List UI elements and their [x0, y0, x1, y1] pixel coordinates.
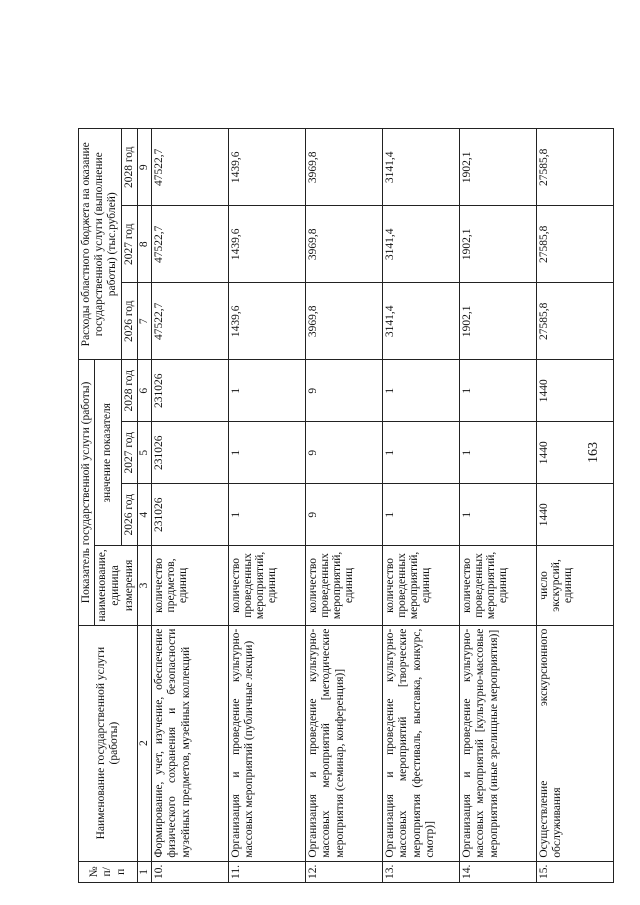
indicator-value-2027: 1	[228, 422, 305, 484]
expense-2028: 27585,8	[536, 129, 613, 206]
header-expenses-group: Расходы областного бюджета на оказание государственной услуги (выполнение работы) (тыс.рублей)	[79, 129, 122, 360]
header-year: 2028 год	[121, 360, 137, 422]
indicator-value-2027: 1	[382, 422, 459, 484]
column-number: 5	[137, 422, 151, 484]
table-row	[305, 129, 382, 883]
column-number: 1	[137, 861, 151, 882]
header-no: № п/п	[79, 861, 138, 882]
indicator-value-2028: 9	[305, 360, 382, 422]
row-number: 11.	[228, 861, 305, 882]
indicator-value-2026: 1	[228, 484, 305, 546]
service-name: Организация и проведение культурно-массовых мероприятий [методические мероприятия (семинар, конференция)]	[305, 625, 382, 861]
header-year: 2028 год	[121, 129, 137, 206]
indicator-name: количество проведенных мероприятий, единиц	[228, 546, 305, 625]
page-number: 163	[586, 442, 601, 463]
header-year: 2027 год	[121, 422, 137, 484]
column-number: 6	[137, 360, 151, 422]
indicator-name: количество проведенных мероприятий, единиц	[382, 546, 459, 625]
row-number: 12.	[305, 861, 382, 882]
service-name: Организация и проведение культурно-массовых мероприятий [культурно-массовые мероприятия (иные зрелищные мероприятия)]	[459, 625, 536, 861]
indicator-value-2027: 231026	[151, 422, 228, 484]
expense-2027: 1902,1	[459, 206, 536, 283]
service-name: Организация и проведение культурно-массовых мероприятий (публичные лекции)	[228, 625, 305, 861]
expense-2028: 3141,4	[382, 129, 459, 206]
column-number: 4	[137, 484, 151, 546]
service-name: Организация и проведение культурно-массовых мероприятий [творческие мероприятия (фестиваль, выставка, конкурс, смотр)]	[382, 625, 459, 861]
expense-2027: 27585,8	[536, 206, 613, 283]
expense-2026: 1439,6	[228, 283, 305, 360]
expense-2028: 3969,8	[305, 129, 382, 206]
services-table	[78, 128, 614, 883]
service-name: Осуществление экскурсионного обслуживания	[536, 625, 613, 861]
indicator-value-2027: 1	[459, 422, 536, 484]
header-year: 2026 год	[121, 283, 137, 360]
indicator-value-2028: 231026	[151, 360, 228, 422]
expense-2028: 1439,6	[228, 129, 305, 206]
column-number: 9	[137, 129, 151, 206]
header-indicator-value: значение показателя	[95, 360, 121, 546]
header-service-name: Наименование государственной услуги (работы)	[79, 625, 138, 861]
expense-2027: 1439,6	[228, 206, 305, 283]
header-year: 2026 год	[121, 484, 137, 546]
row-number: 15.	[536, 861, 613, 882]
table-row	[151, 129, 228, 883]
indicator-value-2028: 1	[228, 360, 305, 422]
column-number: 8	[137, 206, 151, 283]
indicator-name: количество проведенных мероприятий, единиц	[305, 546, 382, 625]
column-number: 7	[137, 283, 151, 360]
table-row	[459, 129, 536, 883]
row-number: 10.	[151, 861, 228, 882]
indicator-value-2028: 1440	[536, 360, 613, 422]
table-row	[382, 129, 459, 883]
indicator-value-2028: 1	[459, 360, 536, 422]
expense-2028: 47522,7	[151, 129, 228, 206]
indicator-value-2026: 9	[305, 484, 382, 546]
header-year: 2027 год	[121, 206, 137, 283]
table-row	[536, 129, 613, 883]
indicator-value-2026: 1440	[536, 484, 613, 546]
indicator-value-2027: 1440	[536, 422, 613, 484]
expense-2026: 47522,7	[151, 283, 228, 360]
indicator-value-2026: 231026	[151, 484, 228, 546]
row-number: 13.	[382, 861, 459, 882]
column-number: 2	[137, 625, 151, 861]
indicator-value-2026: 1	[382, 484, 459, 546]
expense-2028: 1902,1	[459, 129, 536, 206]
expense-2026: 3141,4	[382, 283, 459, 360]
indicator-value-2028: 1	[382, 360, 459, 422]
expense-2027: 3141,4	[382, 206, 459, 283]
header-indicator-name: наименование, единица измерения	[95, 546, 138, 625]
expense-2027: 47522,7	[151, 206, 228, 283]
service-name: Формирование, учет, изучение, обеспечение физического сохранения и безопасности музейных предметов, музейных коллекций	[151, 625, 228, 861]
expense-2026: 1902,1	[459, 283, 536, 360]
expense-2026: 27585,8	[536, 283, 613, 360]
expense-2026: 3969,8	[305, 283, 382, 360]
row-number: 14.	[459, 861, 536, 882]
indicator-name: число экскурсий, единиц	[536, 546, 613, 625]
header-indicator-group: Показатель государственной услуги (работы)	[79, 360, 95, 625]
expense-2027: 3969,8	[305, 206, 382, 283]
indicator-value-2026: 1	[459, 484, 536, 546]
indicator-value-2027: 9	[305, 422, 382, 484]
indicator-name: количество проведенных мероприятий, единиц	[459, 546, 536, 625]
indicator-name: количество предметов, единиц	[151, 546, 228, 625]
column-number: 3	[137, 546, 151, 625]
table-row	[228, 129, 305, 883]
